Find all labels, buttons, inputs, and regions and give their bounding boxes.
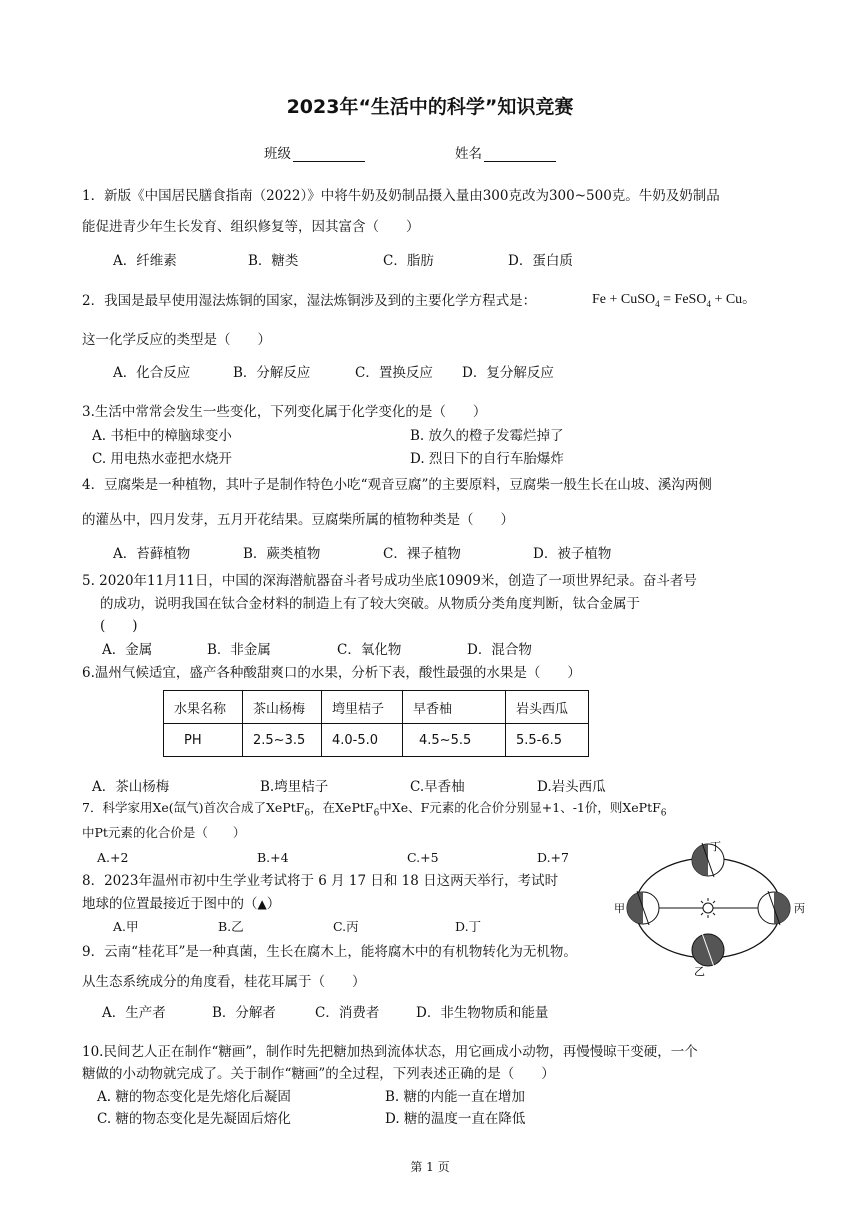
name-field[interactable] xyxy=(455,142,556,162)
q2-line2: 这一化学反应的类型是（ ） xyxy=(82,332,271,348)
q3-option-a[interactable]: A. 书柜中的樟脑球变小 xyxy=(92,428,232,444)
orbit-label-bottom: 乙 xyxy=(694,965,705,978)
q7-sub-a: 6 xyxy=(304,808,311,819)
q8-option-c[interactable]: C.丙 xyxy=(333,919,359,934)
q8-option-d[interactable]: D.丁 xyxy=(455,919,482,934)
q7-sub-c: 6 xyxy=(660,808,667,819)
q7-option-d[interactable]: D.+7 xyxy=(537,850,569,865)
q2-option-c[interactable]: C．置换反应 xyxy=(355,365,433,381)
q7-text-a: 7．科学家用Xe(氙气)首次合成了XePtF xyxy=(82,800,305,815)
q7-option-a[interactable]: A.+2 xyxy=(97,850,129,865)
q8-option-b[interactable]: B.乙 xyxy=(218,919,244,934)
table-cell: 5.5-6.5 xyxy=(506,724,589,757)
formula-sub-1: 4 xyxy=(655,298,660,309)
q5-option-d[interactable]: D．混合物 xyxy=(467,642,532,658)
formula-part-2: = FeSO xyxy=(659,292,707,307)
q7-text-c: 中Xe、F元素的化合价分别显+1、-1价，则XePtF xyxy=(379,800,661,815)
q9-line1: 9．云南“桂花耳”是一种真菌，生长在腐木上，能将腐木中的有机物转化为无机物。 xyxy=(82,944,577,960)
q6-line1: 6.温州气候适宜，盛产各种酸甜爽口的水果，分析下表，酸性最强的水果是（ ） xyxy=(82,665,581,681)
table-row xyxy=(164,724,589,757)
q10-line1: 10.民间艺人正在制作“糖画”，制作时先把糖加热到流体状态，用它画成小动物，再慢慢晾干变硬，一个 xyxy=(82,1044,698,1060)
q5-line2: 的成功，说明我国在钛合金材料的制造上有了较大突破。从物质分类角度判断，钛合金属于 xyxy=(100,596,640,612)
orbit-label-left: 甲 xyxy=(614,902,625,915)
class-field[interactable] xyxy=(264,142,365,162)
sun-icon xyxy=(698,898,718,918)
q6-option-d[interactable]: D.岩头西瓜 xyxy=(537,779,606,795)
q2-line1: 2．我国是最早使用湿法炼铜的国家，湿法炼铜涉及到的主要化学方程式是： xyxy=(82,293,537,309)
q1-line2: 能促进青少年生长发育、组织修复等，因其富含（ ） xyxy=(82,219,420,235)
table-header-cell: 岩头西瓜 xyxy=(506,691,589,724)
q9-option-c[interactable]: C．消费者 xyxy=(315,1005,380,1021)
table-cell: 4.5~5.5 xyxy=(403,724,506,757)
q8-close: ） xyxy=(266,896,281,912)
q3-option-b[interactable]: B. 放久的橙子发霉烂掉了 xyxy=(410,428,564,444)
earth-orbit-diagram xyxy=(610,838,820,978)
formula-part-3: + Cu xyxy=(710,292,743,307)
q8-line1: 8．2023年温州市初中生学业考试将于 6 月 17 日和 18 日这两天举行，考试时 xyxy=(82,873,559,889)
table-cell: PH xyxy=(164,724,243,757)
q5-option-c[interactable]: C．氧化物 xyxy=(337,642,402,658)
q1-option-c[interactable]: C．脂肪 xyxy=(383,253,434,269)
q4-option-c[interactable]: C．裸子植物 xyxy=(383,546,461,562)
q1-line1: 1．新版《中国居民膳食指南（2022）》中将牛奶及奶制品摄入量由300克改为300~500克。牛奶及奶制品 xyxy=(82,188,720,204)
class-label: 班级 xyxy=(264,146,291,162)
q8-option-a[interactable]: A.甲 xyxy=(113,919,139,934)
q9-option-b[interactable]: B．分解者 xyxy=(212,1005,276,1021)
orbit-label-top: 丁 xyxy=(710,840,721,853)
q7-text-b: ，在XePtF xyxy=(310,800,374,815)
q4-option-b[interactable]: B．蕨类植物 xyxy=(243,546,321,562)
q10-line2: 糖做的小动物就完成了。关于制作“糖画”的全过程，下列表述正确的是（ ） xyxy=(82,1066,555,1082)
q9-line2: 从生态系统成分的角度看，桂花耳属于（ ） xyxy=(82,974,366,990)
q7-line1 xyxy=(82,798,667,819)
table-header-cell: 茶山杨梅 xyxy=(243,691,322,724)
q10-option-a[interactable]: A. 糖的物态变化是先熔化后凝固 xyxy=(97,1089,291,1105)
q7-line2: 中Pt元素的化合价是（ ） xyxy=(82,825,246,840)
q2-option-d[interactable]: D．复分解反应 xyxy=(462,365,554,381)
q5-option-b[interactable]: B．非金属 xyxy=(207,642,271,658)
class-blank[interactable] xyxy=(293,147,365,162)
name-blank[interactable] xyxy=(484,147,556,162)
q3-option-c[interactable]: C. 用电热水壶把水烧开 xyxy=(92,451,232,467)
q1-option-a[interactable]: A．纤维素 xyxy=(113,253,177,269)
page-footer: 第 1 页 xyxy=(410,1160,450,1174)
q5-option-a[interactable]: A．金属 xyxy=(102,642,153,658)
q5-line3: ( ) xyxy=(100,618,138,634)
page-title: 2023年“生活中的科学”知识竞赛 xyxy=(286,96,574,118)
q10-option-d[interactable]: D. 糖的温度一直在降低 xyxy=(385,1111,526,1127)
q3-line1: 3.生活中常常会发生一些变化，下列变化属于化学变化的是（ ） xyxy=(82,404,487,420)
formula-period: 。 xyxy=(742,292,757,307)
earth-left-icon xyxy=(627,891,659,925)
q4-line1: 4．豆腐柴是一种植物，其叶子是制作特色小吃“观音豆腐”的主要原料，豆腐柴一般生长在山坡、溪沟两侧 xyxy=(82,477,712,493)
q8-text: 地球的位置最接近于图中的（ xyxy=(82,896,258,912)
q7-option-b[interactable]: B.+4 xyxy=(257,850,289,865)
name-label: 姓名 xyxy=(455,146,482,162)
q7-option-c[interactable]: C.+5 xyxy=(407,850,439,865)
q10-option-c[interactable]: C. 糖的物态变化是先凝固后熔化 xyxy=(97,1111,291,1127)
table-header-cell: 塆里桔子 xyxy=(322,691,403,724)
q6-option-b[interactable]: B.塆里桔子 xyxy=(260,779,329,795)
table-header-cell: 早香柚 xyxy=(403,691,506,724)
q5-line1: 5. 2020年11月11日，中国的深海潜航器奋斗者号成功坐底10909米，创造了一项世界纪录。奋斗者号 xyxy=(82,573,697,589)
q10-option-b[interactable]: B. 糖的内能一直在增加 xyxy=(385,1089,526,1105)
q8-line2 xyxy=(82,892,280,912)
q6-option-a[interactable]: A．茶山杨梅 xyxy=(92,779,170,795)
q2-option-b[interactable]: B．分解反应 xyxy=(233,365,311,381)
q2-formula xyxy=(592,288,756,309)
q1-option-d[interactable]: D．蛋白质 xyxy=(508,253,573,269)
table-cell: 4.0-5.0 xyxy=(322,724,403,757)
q1-option-b[interactable]: B．糖类 xyxy=(248,253,299,269)
table-cell: 2.5~3.5 xyxy=(243,724,322,757)
fruit-ph-table xyxy=(163,690,589,757)
earth-right-icon xyxy=(758,891,790,925)
q4-option-d[interactable]: D．被子植物 xyxy=(533,546,612,562)
earth-bottom-icon xyxy=(692,933,724,967)
formula-part-1: Fe + CuSO xyxy=(592,292,656,307)
q2-option-a[interactable]: A．化合反应 xyxy=(113,365,191,381)
q9-option-d[interactable]: D．非生物物质和能量 xyxy=(416,1005,549,1021)
answer-triangle-icon: ▲ xyxy=(257,897,267,911)
table-header-row xyxy=(164,691,589,724)
q3-option-d[interactable]: D. 烈日下的自行车胎爆炸 xyxy=(410,451,564,467)
table-header-cell: 水果名称 xyxy=(164,691,243,724)
q4-line2: 的灌丛中，四月发芽，五月开花结果。豆腐柴所属的植物种类是（ ） xyxy=(82,512,514,528)
q4-option-a[interactable]: A．苔藓植物 xyxy=(113,546,191,562)
orbit-label-right: 丙 xyxy=(794,902,805,915)
q6-option-c[interactable]: C.早香柚 xyxy=(410,779,465,795)
formula-sub-2: 4 xyxy=(706,298,711,309)
q9-option-a[interactable]: A．生产者 xyxy=(102,1005,166,1021)
q7-sub-b: 6 xyxy=(373,808,380,819)
